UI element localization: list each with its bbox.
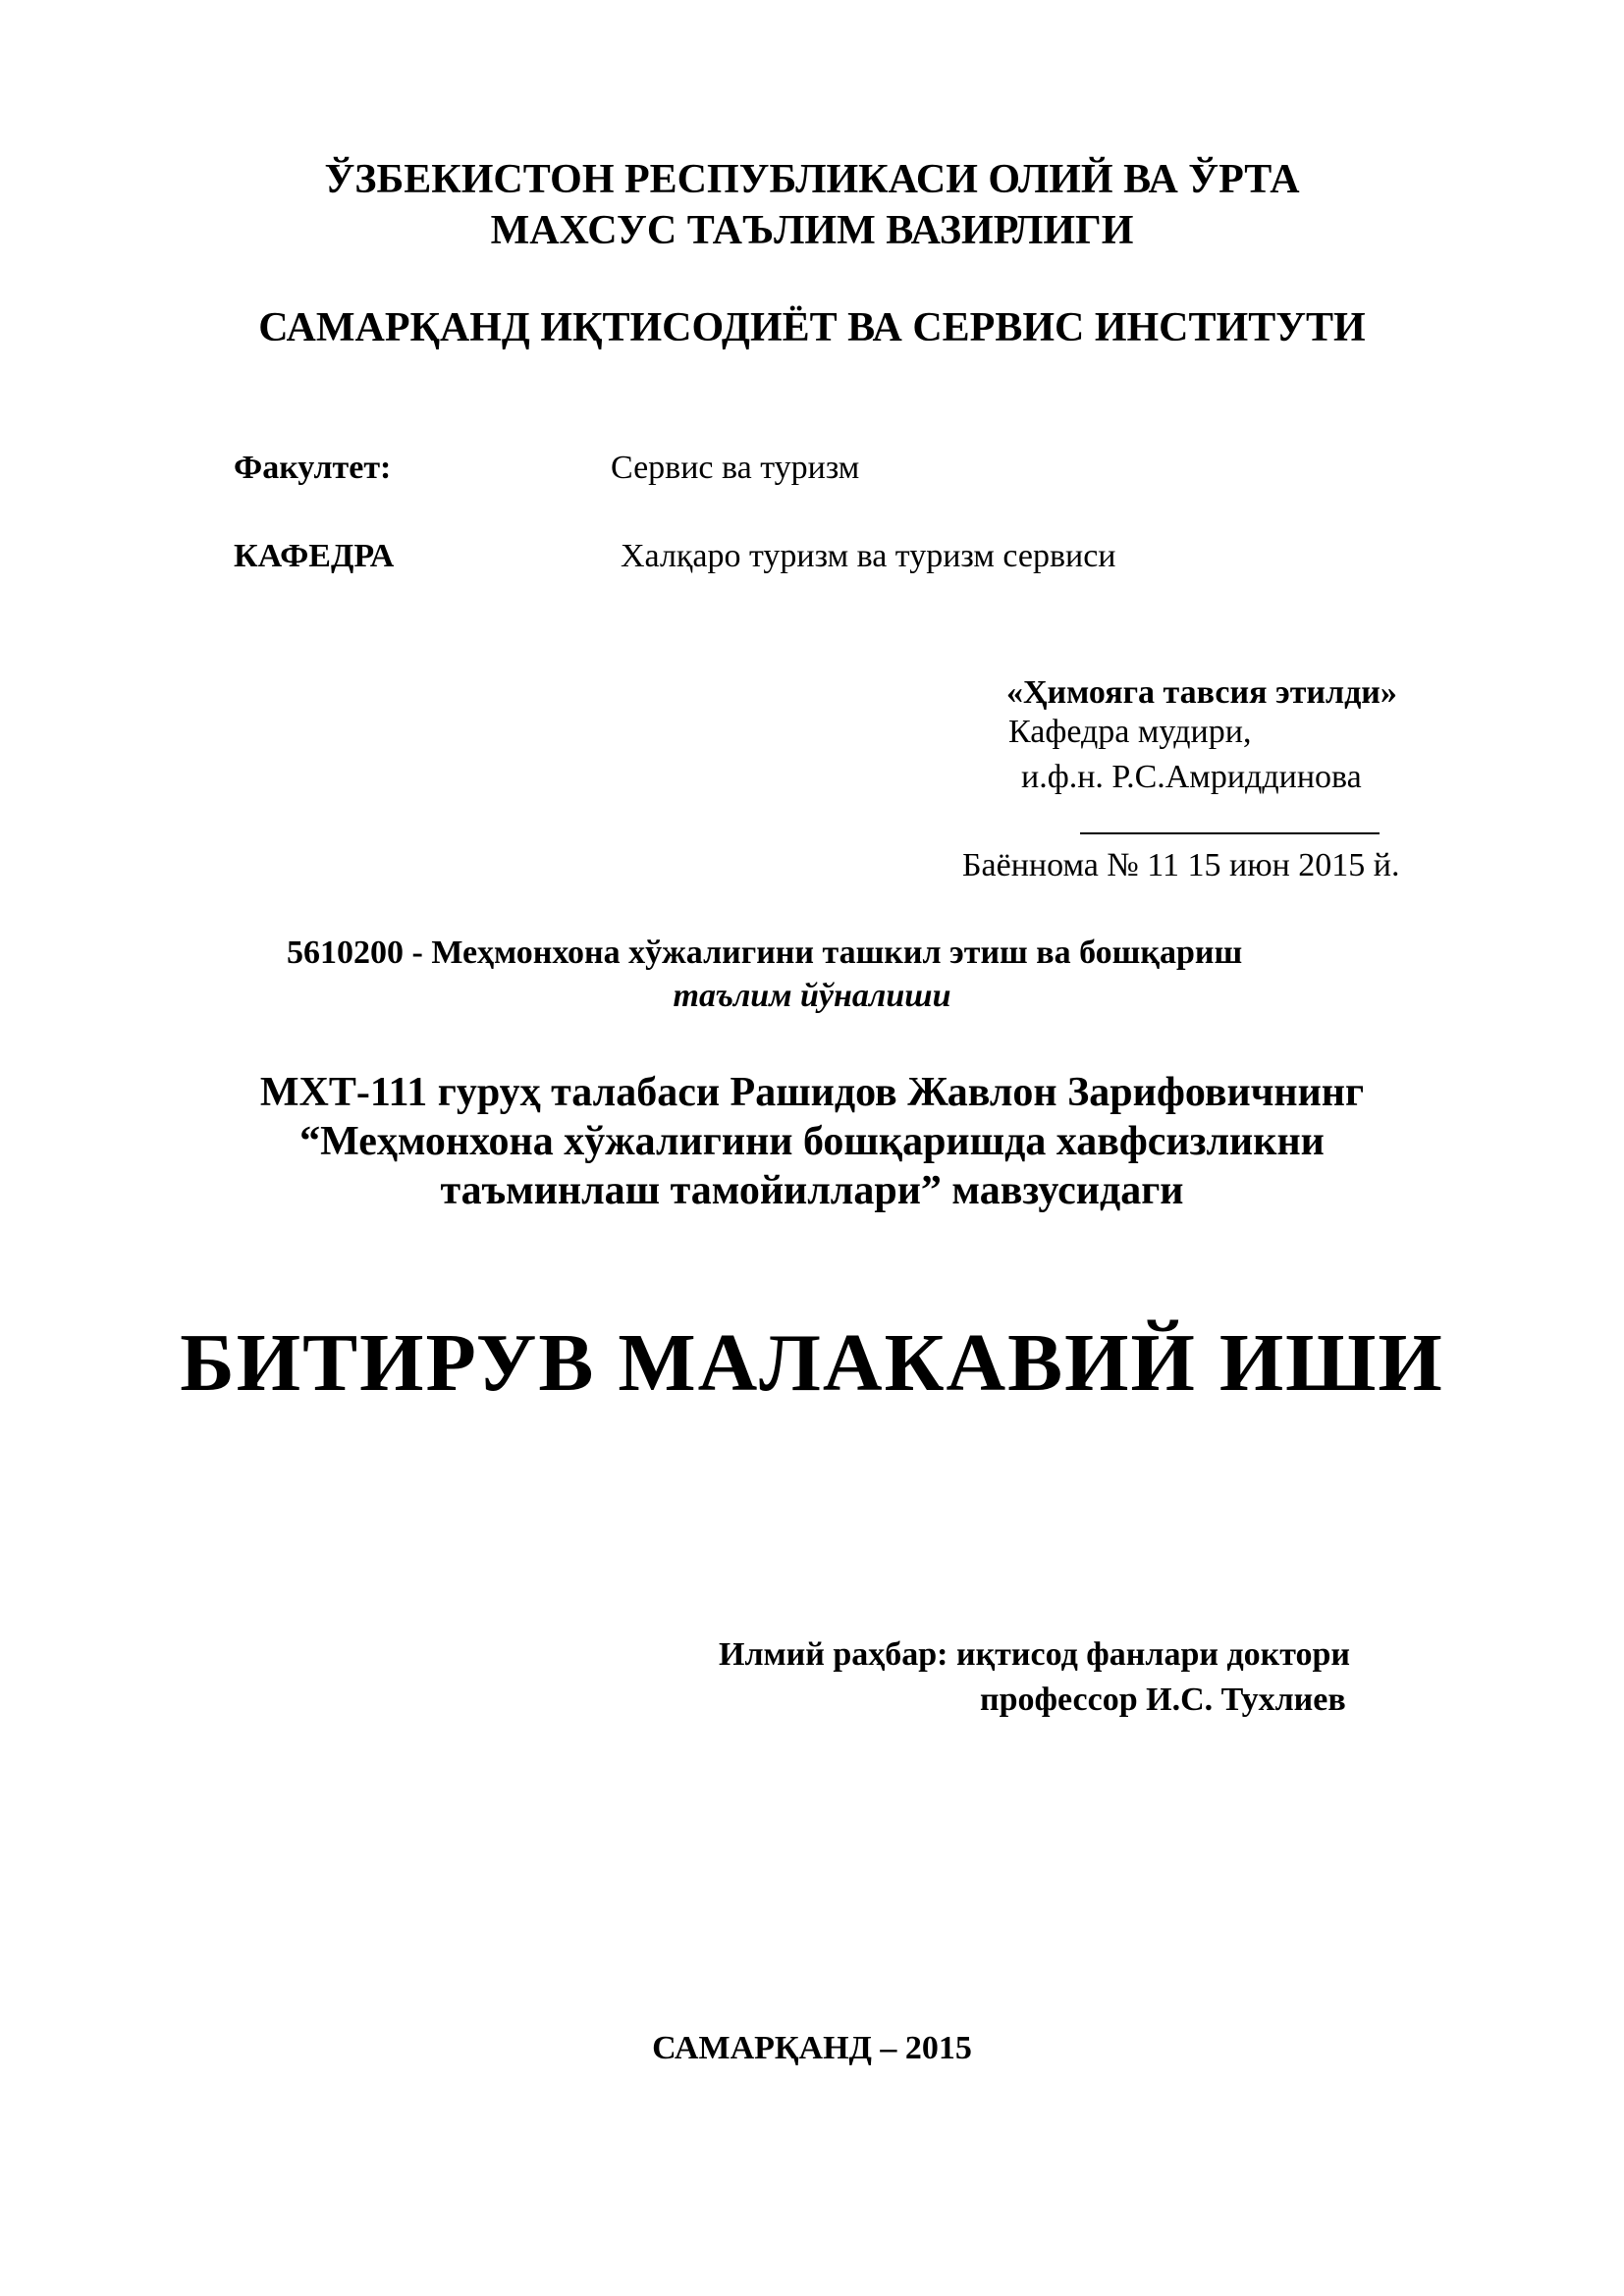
direction-caption: таълим йўналиши (673, 978, 951, 1014)
ministry-line-2: МАХСУС ТАЪЛИМ ВАЗИРЛИГИ (490, 208, 1134, 253)
supervisor-line-2: профессор И.С. Тухлиев (980, 1682, 1346, 1718)
faculty-value: Сервис ва туризм (611, 450, 860, 486)
signature-line (1080, 832, 1380, 834)
approval-protocol: Баённома № 11 15 июн 2015 й. (962, 847, 1400, 883)
department-value: Халқаро туризм ва туризм сервиси (621, 538, 1116, 574)
work-title: БИТИРУВ МАЛАКАВИЙ ИШИ (180, 1317, 1444, 1409)
approval-position: Кафедра мудири, (1008, 714, 1252, 750)
student-line-1: МХТ-111 гуруҳ талабаси Рашидов Жавлон Зарифовичнинг (259, 1070, 1365, 1115)
city-year: САМАРҚАНД – 2015 (652, 2030, 972, 2066)
ministry-line-1: ЎЗБЕКИСТОН РЕСПУБЛИКАСИ ОЛИЙ ВА ЎРТА (324, 157, 1300, 202)
approval-name: и.ф.н. Р.С.Амриддинова (1021, 759, 1362, 795)
institute-name: САМАРҚАНД ИҚТИСОДИЁТ ВА СЕРВИС ИНСТИТУТИ (258, 305, 1366, 350)
direction-code-and-name: 5610200 - Меҳмонхона хўжалигини ташкил этиш ва бошқариш (287, 934, 1243, 971)
student-line-3: таъминлаш тамойиллари” мавзусидаги (440, 1168, 1184, 1213)
approval-heading: «Ҳимояга тавсия этилди» (1006, 674, 1397, 711)
faculty-label: Факултет: (234, 450, 392, 486)
department-label: КАФЕДРА (234, 538, 395, 574)
student-line-2: “Меҳмонхона хўжалигини бошқаришда хавфсизликни (299, 1119, 1325, 1164)
supervisor-line-1: Илмий раҳбар: иқтисод фанлари доктори (719, 1636, 1351, 1673)
